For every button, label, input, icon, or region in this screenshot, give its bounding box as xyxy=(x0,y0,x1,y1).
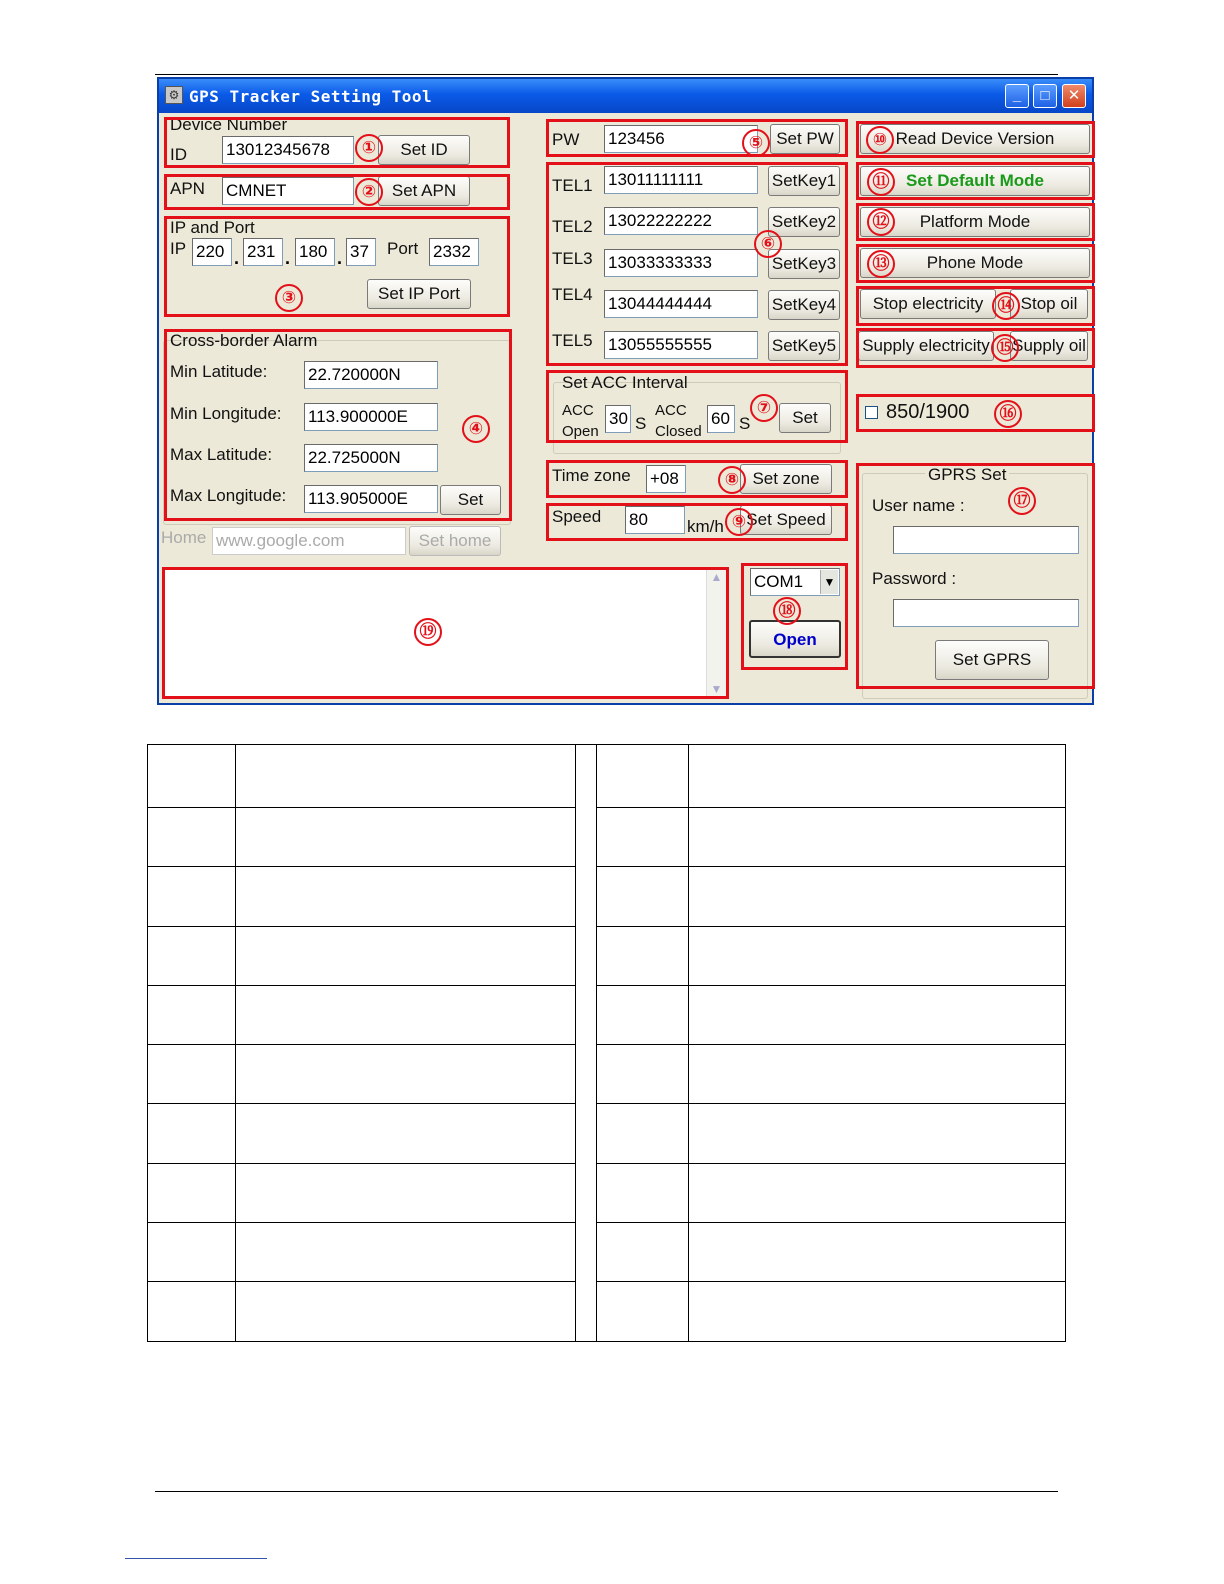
set-zone-button[interactable]: Set zone xyxy=(740,464,832,494)
acc-closed-field[interactable]: 60 xyxy=(707,405,735,433)
speed-field[interactable]: 80 xyxy=(625,506,685,534)
set-gprs-button[interactable]: Set GPRS xyxy=(935,640,1049,680)
table-row xyxy=(148,1223,1066,1282)
callout-18: ⑱ xyxy=(773,597,801,625)
min-longitude-field[interactable]: 113.900000E xyxy=(304,403,438,431)
tel4-field[interactable]: 13044444444 xyxy=(604,290,758,318)
set-home-button[interactable]: Set home xyxy=(409,526,501,556)
ip-octet-3[interactable]: 180 xyxy=(295,238,335,266)
set-speed-button[interactable]: Set Speed xyxy=(740,505,832,535)
tel2-label: TEL2 xyxy=(552,217,593,236)
tel1-field[interactable]: 13011111111 xyxy=(604,166,758,194)
supply-oil-button[interactable]: Supply oil xyxy=(1010,331,1088,361)
tel1-label: TEL1 xyxy=(552,176,593,195)
tel4-label: TEL4 xyxy=(552,285,593,304)
callout-box-9 xyxy=(546,503,848,541)
dropdown-arrow-icon[interactable]: ▼ xyxy=(820,570,838,594)
setkey3-button[interactable]: SetKey3 xyxy=(768,249,840,279)
device-number-group-label: Device Number xyxy=(170,115,288,134)
band-label: 850/1900 xyxy=(886,401,970,423)
acc-closed-label-1: ACC xyxy=(655,402,687,419)
min-longitude-label: Min Longitude: xyxy=(170,404,282,423)
callout-box-14 xyxy=(856,286,1095,326)
acc-group-label: Set ACC Interval xyxy=(562,373,688,392)
stop-oil-button[interactable]: Stop oil xyxy=(1010,289,1088,319)
ip-dot: . xyxy=(285,248,291,268)
app-icon: ⚙ xyxy=(165,86,183,104)
callout-box-1 xyxy=(164,117,510,168)
phone-mode-button[interactable]: Phone Mode xyxy=(860,248,1090,278)
table-row xyxy=(148,1104,1066,1163)
min-latitude-field[interactable]: 22.720000N xyxy=(304,361,438,389)
gprs-username-label: User name : xyxy=(872,496,965,515)
callout-box-17 xyxy=(856,463,1095,689)
ip-label: IP xyxy=(170,239,187,258)
callout-box-15 xyxy=(856,328,1095,368)
acc-closed-label-2: Closed xyxy=(655,423,702,440)
port-field[interactable]: 2332 xyxy=(429,238,479,266)
max-latitude-label: Max Latitude: xyxy=(170,445,273,464)
top-rule xyxy=(155,74,1058,75)
set-id-button[interactable]: Set ID xyxy=(378,135,470,165)
bottom-rule xyxy=(155,1491,1058,1492)
minimize-button[interactable]: _ xyxy=(1005,84,1029,108)
supply-electricity-button[interactable]: Supply electricity xyxy=(858,331,994,361)
gprs-group-label: GPRS Set xyxy=(925,465,1009,485)
callout-box-19 xyxy=(162,567,729,699)
footer-link-rule xyxy=(125,1558,267,1559)
min-latitude-label: Min Latitude: xyxy=(170,362,268,381)
id-field[interactable]: 13012345678 xyxy=(222,136,354,164)
callout-12: ⑫ xyxy=(867,208,895,236)
callout-1: ① xyxy=(355,134,383,162)
maximize-button[interactable]: □ xyxy=(1033,84,1057,108)
max-longitude-label: Max Longitude: xyxy=(170,486,287,505)
set-pw-button[interactable]: Set PW xyxy=(770,124,840,154)
setkey5-button[interactable]: SetKey5 xyxy=(768,331,840,361)
set-cross-border-button[interactable]: Set xyxy=(440,485,501,515)
stop-electricity-button[interactable]: Stop electricity xyxy=(860,289,996,319)
acc-closed-unit: S xyxy=(739,414,751,433)
ip-octet-4[interactable]: 37 xyxy=(346,238,376,266)
callout-4: ④ xyxy=(462,415,490,443)
set-apn-button[interactable]: Set APN xyxy=(378,176,470,206)
callout-2: ② xyxy=(355,178,383,206)
apn-field[interactable]: CMNET xyxy=(222,177,354,205)
table-row xyxy=(148,985,1066,1044)
pw-label: PW xyxy=(552,130,580,149)
callout-box-6 xyxy=(546,162,848,366)
callout-9: ⑨ xyxy=(725,508,753,536)
callout-box-3 xyxy=(164,216,510,317)
acc-open-field[interactable]: 30 xyxy=(605,405,631,433)
open-port-button[interactable]: Open xyxy=(749,620,841,658)
speed-unit: km/h xyxy=(687,517,724,536)
ip-dot: . xyxy=(234,248,240,268)
tel5-label: TEL5 xyxy=(552,331,593,350)
callout-7: ⑦ xyxy=(750,394,778,422)
acc-open-label-1: ACC xyxy=(562,402,594,419)
platform-mode-button[interactable]: Platform Mode xyxy=(860,207,1090,237)
gprs-password-label: Password : xyxy=(872,569,957,588)
tel3-label: TEL3 xyxy=(552,249,593,268)
table-row xyxy=(148,808,1066,867)
callout-10: ⑩ xyxy=(866,126,894,154)
apn-label: APN xyxy=(170,179,205,198)
callout-13: ⑬ xyxy=(867,250,895,278)
callout-11: ⑪ xyxy=(867,168,895,196)
timezone-label: Time zone xyxy=(552,466,631,485)
acc-open-label-2: Open xyxy=(562,423,599,440)
ip-port-group-label: IP and Port xyxy=(170,218,255,237)
max-latitude-field[interactable]: 22.725000N xyxy=(304,444,438,472)
callout-3: ③ xyxy=(275,284,303,312)
tel3-field[interactable]: 13033333333 xyxy=(604,249,758,277)
set-default-mode-button[interactable]: Set Default Mode xyxy=(860,166,1090,196)
table-row xyxy=(148,1163,1066,1222)
scroll-up-icon[interactable]: ▲ xyxy=(710,570,723,584)
home-field[interactable]: www.google.com xyxy=(212,527,406,555)
com-port-select[interactable]: COM1 xyxy=(750,568,840,596)
ip-dot: . xyxy=(337,248,343,268)
callout-box-2 xyxy=(164,174,510,210)
id-label: ID xyxy=(170,145,187,164)
callout-8: ⑧ xyxy=(718,466,746,494)
callout-16: ⑯ xyxy=(994,400,1022,428)
max-longitude-field[interactable]: 113.905000E xyxy=(304,485,438,513)
callout-6: ⑥ xyxy=(754,230,782,258)
callout-box-5 xyxy=(546,119,848,157)
acc-open-unit: S xyxy=(635,414,647,433)
table-row xyxy=(148,867,1066,926)
tel5-field[interactable]: 13055555555 xyxy=(604,331,758,359)
ip-octet-2[interactable]: 231 xyxy=(243,238,283,266)
setkey1-button[interactable]: SetKey1 xyxy=(768,166,840,196)
port-label: Port xyxy=(387,239,419,258)
close-button[interactable]: ✕ xyxy=(1062,84,1086,108)
cross-border-group-label: Cross-border Alarm xyxy=(170,331,318,350)
scroll-down-icon[interactable]: ▼ xyxy=(710,682,723,696)
timezone-field[interactable]: +08 xyxy=(646,465,686,493)
set-ip-port-button[interactable]: Set IP Port xyxy=(367,279,471,309)
table-row xyxy=(148,926,1066,985)
callout-15: ⑮ xyxy=(991,334,1019,362)
callout-17: ⑰ xyxy=(1008,487,1036,515)
setkey2-button[interactable]: SetKey2 xyxy=(768,207,840,237)
speed-label: Speed xyxy=(552,507,602,526)
set-acc-button[interactable]: Set xyxy=(779,403,831,433)
reference-table xyxy=(147,744,1066,1342)
callout-box-8 xyxy=(546,460,848,498)
callout-14: ⑭ xyxy=(992,292,1020,320)
table-row xyxy=(148,745,1066,808)
setkey4-button[interactable]: SetKey4 xyxy=(768,290,840,320)
window-title: GPS Tracker Setting Tool xyxy=(189,87,433,106)
callout-5: ⑤ xyxy=(742,129,770,157)
read-device-version-button[interactable]: Read Device Version xyxy=(860,124,1090,154)
pw-field[interactable]: 123456 xyxy=(604,125,758,153)
table-row xyxy=(148,1282,1066,1341)
table-row xyxy=(148,1045,1066,1104)
home-label: Home xyxy=(161,528,207,547)
callout-box-7 xyxy=(546,370,848,443)
title-bar[interactable] xyxy=(159,79,1092,113)
tel2-field[interactable]: 13022222222 xyxy=(604,207,758,235)
ip-octet-1[interactable]: 220 xyxy=(192,238,232,266)
callout-box-4 xyxy=(164,329,512,521)
callout-box-16 xyxy=(856,394,1095,432)
callout-19: ⑲ xyxy=(414,618,442,646)
